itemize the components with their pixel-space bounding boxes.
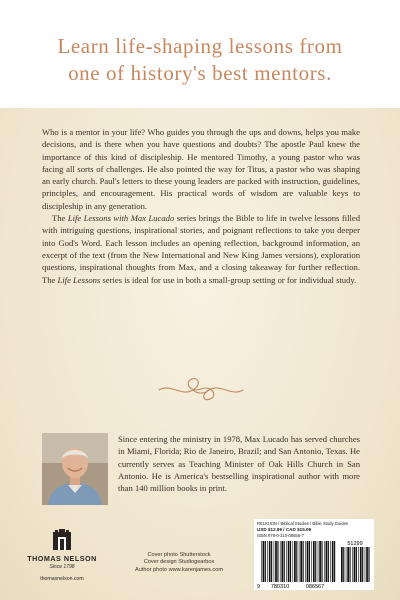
barcode-digit-lead: 9 <box>257 584 261 589</box>
barcode-icon <box>257 539 371 589</box>
barcode-isbn: ISBN 978-0-310-08656-7 <box>257 533 304 538</box>
barcode-price-code: 51299 <box>347 541 363 547</box>
author-bio: Since entering the ministry in 1978, Max Lucado has served churches in Miami, Florida; Rio de Janeiro, Brazil; and San Antonio, Texas. He currently serves as Teaching Minister of Oak Hills Church in San Antonio. He is America's bestselling inspirational author with more than 140 million books in print. <box>118 434 360 494</box>
cover-credits <box>119 552 239 574</box>
barcode-price: USD $12.99 / CAD $15.99 <box>257 527 312 532</box>
barcode-digits-group-1: 780310 <box>270 584 290 589</box>
headline-line-1: Learn life-shaping lessons from <box>57 34 343 58</box>
series-title: Life Lessons with Max Lucado <box>67 213 175 224</box>
description-paragraph-2 <box>42 212 360 286</box>
publisher-name: THOMAS NELSON <box>27 554 97 563</box>
publisher-block <box>20 528 104 582</box>
flourish-ornament-icon <box>157 371 245 405</box>
barcode-block <box>254 519 374 590</box>
author-portrait-icon <box>42 433 108 505</box>
series-title-short: Life Lessons <box>57 274 101 285</box>
headline-line-2: one of history's best mentors. <box>68 61 332 85</box>
credit-author-photo: Author photo www.karenjames.com <box>135 566 223 573</box>
description-paragraph-1: Who is a mentor in your life? Who guides you through the ups and downs, helps you make decisions, and is there when you have questions and doubts? The apostle Paul knew the importance of this kind of discipleship. He mentored Timothy, a young pastor who was facing all sorts of challenges. He also pointed the way for Titus, a pastor who was shaping an early church. Paul's letters to these young leaders are packed with instruction, guidelines, principles, and encouragement. His practical words of wisdom are valuable keys to discipleship in any generation. <box>42 127 360 211</box>
paragraph-2-end: series is ideal for use in both a small-group setting or for individual study. <box>100 274 357 285</box>
barcode-digits-group-2: 086567 <box>305 584 325 589</box>
description-text <box>42 126 360 286</box>
credit-photo: Cover photo Shutterstock <box>147 552 211 558</box>
publisher-since: Since 1798 <box>49 564 75 570</box>
header-band <box>0 0 400 108</box>
author-photo <box>42 433 108 505</box>
publisher-url[interactable]: thomasnelson.com <box>40 576 84 582</box>
credit-design: Cover design Studiogearbox <box>143 559 215 566</box>
publisher-logo-icon <box>50 528 74 552</box>
paragraph-2-middle: series brings the Bible to life in twelve lessons filled with intriguing questions, inspirational stories, and poignant reflections to take you deeper into God's Word. Each lesson includes an opening reflection, background information, an excerpt of the text (from the New International and New King James versions), exploration questions, inspirational thoughts from Max, and a closing takeaway for further reflection. The <box>42 213 360 285</box>
paragraph-2-intro: The <box>52 213 68 224</box>
barcode-category: RELIGION / Biblical Studies / Bible Study Guides <box>257 521 349 526</box>
headline <box>20 33 380 87</box>
